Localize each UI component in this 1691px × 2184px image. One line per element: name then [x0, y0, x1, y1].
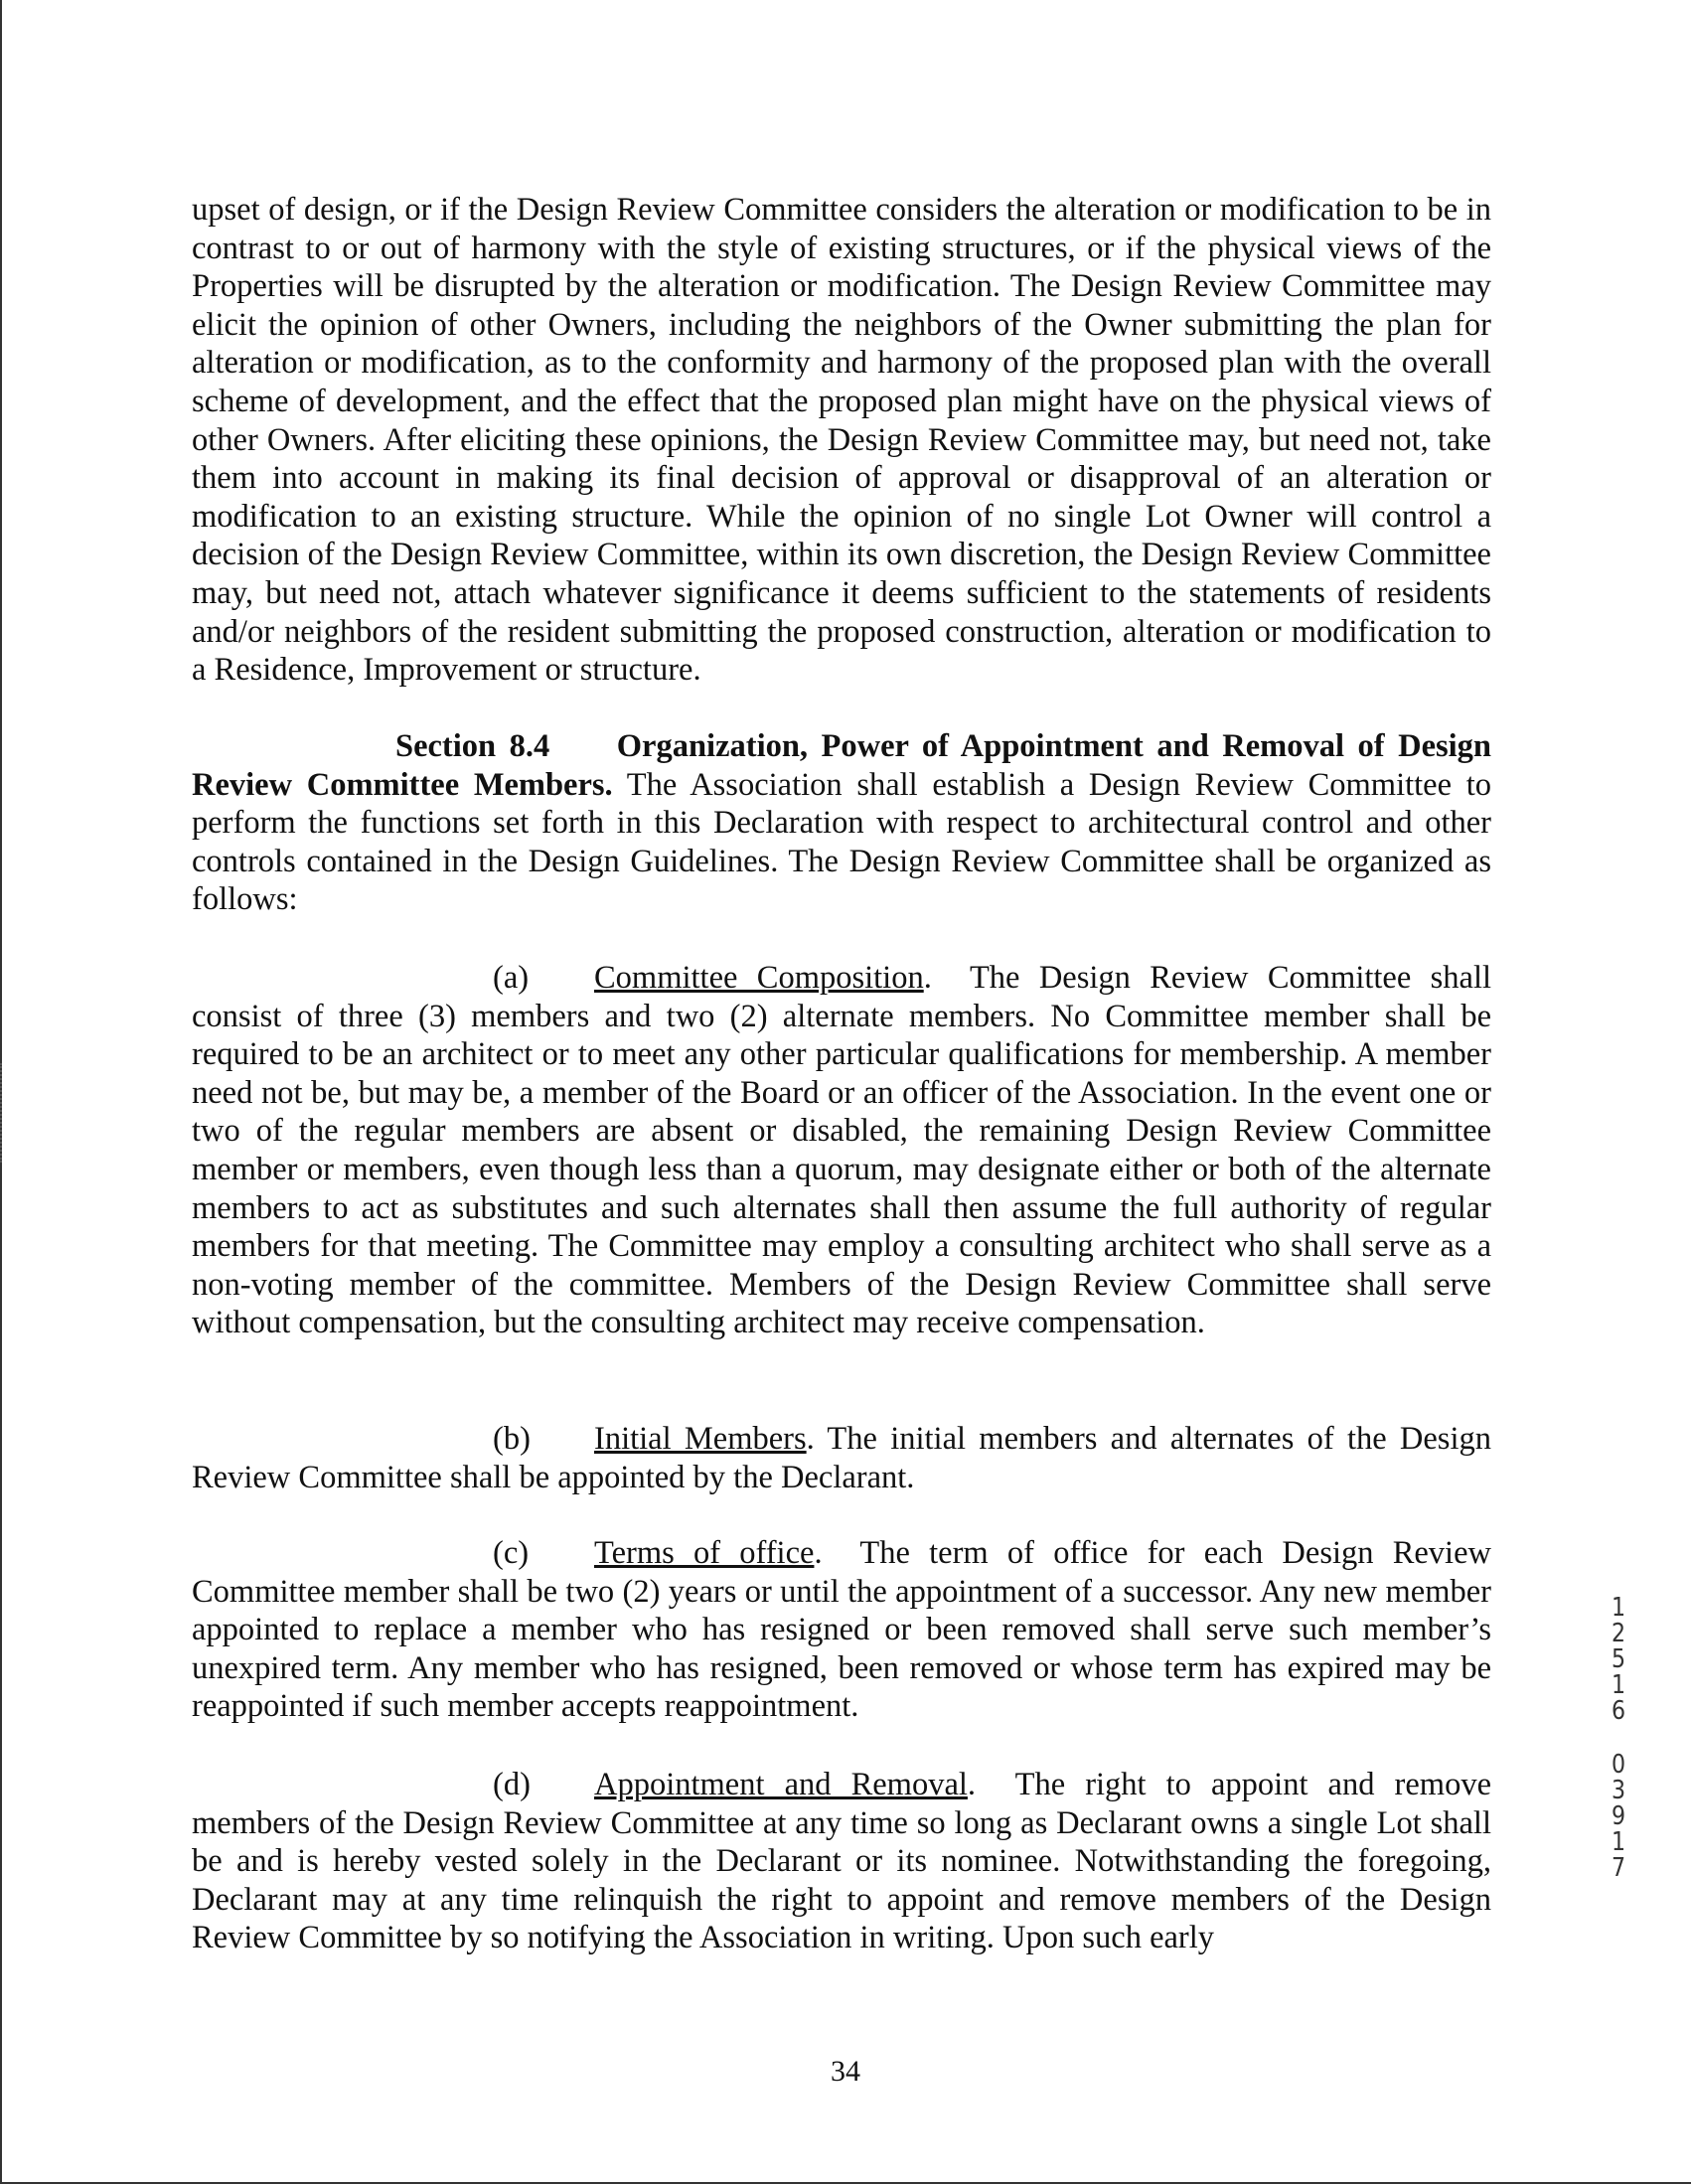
subsection-label: (a) [493, 960, 530, 996]
recording-stamp [1609, 1595, 1628, 1881]
section-heading: Organization, Power of Appointment and Removal of Design Review Committee Members. [192, 728, 1492, 803]
subsection-label: (d) [493, 1767, 531, 1802]
section-body: The Association shall establish a Design Review Committee to perform the functions set forth in this Declaration with respect to architectural control and other controls contained in the Design Guidelines. The Design Review Committee shall be organized as follows: [192, 766, 1491, 918]
page-number: 34 [831, 2055, 860, 2088]
stamp-digit: 9 [1611, 1801, 1626, 1831]
subsection-text: The Design Review Committee shall consist of three (3) members and two (2) alternate members. No Committee member shall be required to be an architect or to meet any other particular qualifications for membership. A member need not be, but may be, a member of the Board or an officer of the Association. In the event one or two of the regular members are absent or disabled, the remaining Design Review Committee member or members, even though less than a quorum, may designate either or both of the alternate members to act as substitutes and such alternates shall then assume the full authority of regular members for that meeting. The Committee may employ a consulting architect who shall serve as a non-voting member of the committee. Members of the Design Review Committee shall serve without compensation, but the consulting architect may receive compensation. [192, 960, 1492, 1341]
subsection-text: The right to appoint and remove members of the Design Review Committee at any time so long as Declarant owns a single Lot shall be and is hereby vested solely in the Declarant or its nominee. Notwithstanding the foregoing, Declarant may at any time relinquish the right to appoint and remove members of the Design Review Committee by so notifying the Association in writing. Upon such early [192, 1767, 1491, 1956]
subsection-c-paragraph: (c) Terms of office. The term of office for each Design Review Committee member shall be two (2) years or until the appointment of a successor. Any new member appointed to replace a member who has resigned or been removed shall serve such member’s unexpired term. Any member who has resigned, been removed or whose term has expired may be reappointed if such member accepts reappointment. [192, 1535, 1491, 1725]
section-8-4-paragraph [192, 727, 1491, 919]
stamp-digit: 0 [1611, 1750, 1626, 1780]
section-number: Section 8.4 [395, 728, 550, 764]
subsection-text: The initial members and alternates of the Design Review Committee shall be appointed by the Declarant. [192, 1421, 1491, 1495]
subsection-b-paragraph: (b) Initial Members. The initial members and alternates of the Design Review Committee shall be appointed by the Declarant. [192, 1421, 1491, 1495]
subsection-a-paragraph: (a) Committee Composition. The Design Review Committee shall consist of three (3) members and two (2) alternate members. No Committee member shall be required to be an architect or to meet any other particular qualifications for membership. A member need not be, but may be, a member of the Board or an officer of the Association. In the event one or two of the regular members are absent or disabled, the remaining Design Review Committee member or members, even though less than a quorum, may designate either or both of the alternate members to act as substitutes and such alternates shall then assume the full authority of regular members for that meeting. The Committee may employ a consulting architect who shall serve as a non-voting member of the committee. Members of the Design Review Committee shall serve without compensation, but the consulting architect may receive compensation. [192, 960, 1492, 1341]
stamp-digit: 1 [1611, 1593, 1626, 1623]
continuation-paragraph: upset of design, or if the Design Review Committee considers the alteration or modification to be in contrast to or out of harmony with the style of existing structures, or if the physical views of the Properties will be disrupted by the alteration or modification. The Design Review Committee may elicit the opinion of other Owners, including the neighbors of the Owner submitting the plan for alteration or modification, as to the conformity and harmony of the proposed plan with the overall scheme of development, and the effect that the proposed plan might have on the physical views of other Owners. After eliciting these opinions, the Design Review Committee may, but need not, take them into account in making its final decision of approval or disapproval of an alteration or modification to an existing structure. While the opinion of no single Lot Owner will control a decision of the Design Review Committee, within its own discretion, the Design Review Committee may, but need not, attach whatever significance it deems sufficient to the statements of residents and/or neighbors of the resident submitting the proposed construction, alteration or modification to a Residence, Improvement or structure. [192, 192, 1491, 689]
subsection-d-paragraph: (d) Appointment and Removal. The right to appoint and remove members of the Design Review Committee at any time so long as Declarant owns a single Lot shall be and is hereby vested solely in the Declarant or its nominee. Notwithstanding the foregoing, Declarant may at any time relinquish the right to appoint and remove members of the Design Review Committee by so notifying the Association in writing. Upon such early [192, 1767, 1491, 1956]
subsection-title: Appointment and Removal [594, 1767, 968, 1802]
subsection-title: Terms of office [594, 1535, 815, 1571]
subsection-label: (b) [493, 1421, 531, 1457]
subsection-label: (c) [493, 1535, 530, 1571]
stamp-digit: 7 [1611, 1853, 1626, 1883]
scan-artifact [0, 1063, 8, 1163]
stamp-digit: 1 [1611, 1670, 1626, 1700]
subsection-title: Committee Composition [594, 960, 924, 996]
stamp-digit: 2 [1611, 1619, 1626, 1648]
stamp-digit: 6 [1611, 1696, 1626, 1726]
stamp-gap [1609, 1724, 1628, 1752]
stamp-digit: 5 [1611, 1644, 1626, 1674]
subsection-text: The term of office for each Design Review Committee member shall be two (2) years or until the appointment of a successor. Any new member appointed to replace a member who has resigned or been removed shall serve such member’s unexpired term. Any member who has resigned, been removed or whose term has expired may be reappointed if such member accepts reappointment. [192, 1535, 1491, 1725]
subsection-title: Initial Members [594, 1421, 807, 1457]
stamp-digit: 1 [1611, 1827, 1626, 1857]
stamp-digit: 3 [1611, 1776, 1626, 1805]
